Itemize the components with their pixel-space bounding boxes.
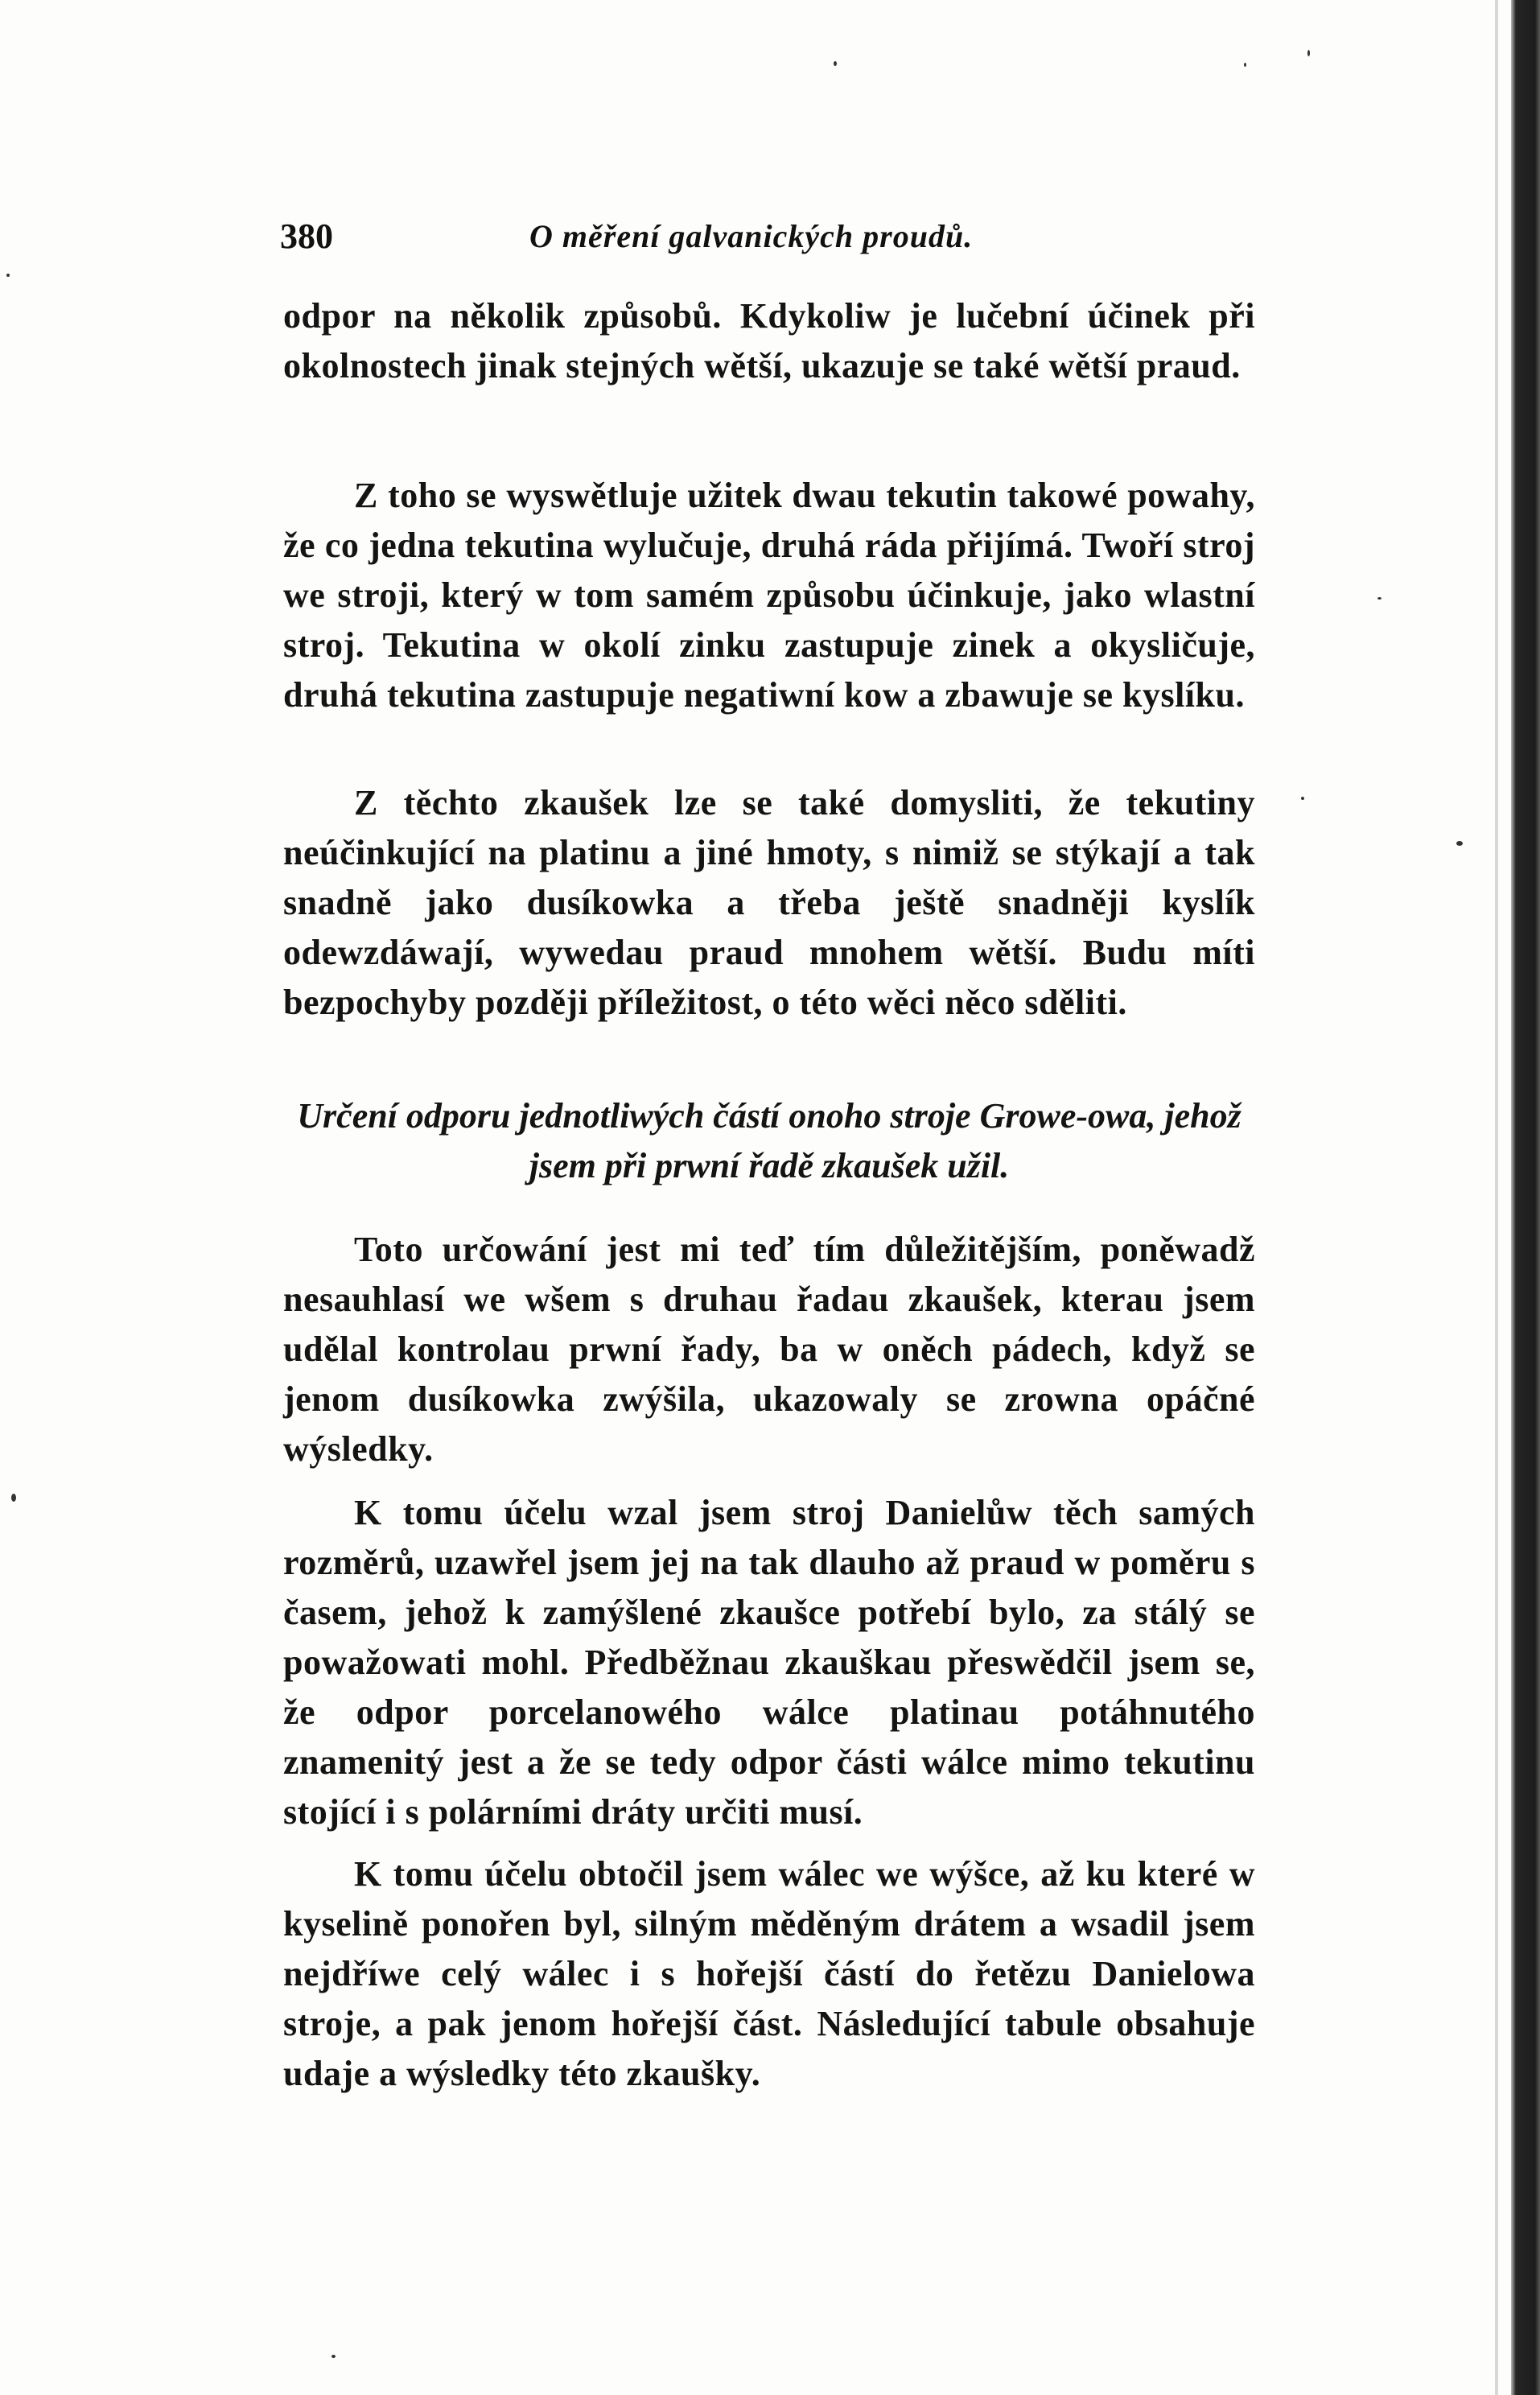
scan-speck bbox=[6, 274, 10, 277]
scan-speck bbox=[1307, 50, 1310, 56]
running-head: O měření galvanických proudů. bbox=[529, 218, 974, 254]
scan-speck bbox=[1244, 63, 1246, 67]
page-header bbox=[280, 216, 1254, 264]
paragraph-1 bbox=[283, 291, 1255, 391]
scan-speck bbox=[834, 61, 837, 66]
paragraph-text: Z těchto zkaušek lze se také domysliti, že tekutiny neúčinkující na platinu a jiné hmoty, s nimiž se stýkají a tak snadně jako dusíkowka a třeba ještě snadněji kyslík odewzdáwají, wywedau praud mnohem wětší. Budu míti bezpochyby později příležitost, o této wěci něco sděliti. bbox=[283, 783, 1255, 1022]
scan-speck bbox=[11, 1494, 16, 1502]
section-heading: Určení odporu jednotliwých částí onoho stroje Growe-owa, jehož jsem při prwní řadě zkaušek užil. bbox=[297, 1096, 1241, 1185]
scan-speck bbox=[1456, 841, 1463, 846]
paragraph-text: K tomu účelu obtočil jsem wálec we wýšce, až ku které w kyselině ponořen byl, silným měděným drátem a wsadil jsem nejdříwe celý wálec i s hořejší částí do řetězu Danielowa stroje, a pak jenom hořejší část. Následující tabule obsahuje udaje a wýsledky této zkaušky. bbox=[283, 1854, 1255, 2093]
paragraph-3 bbox=[283, 778, 1255, 1028]
page-edge-line bbox=[1495, 0, 1498, 2395]
page-number: 380 bbox=[280, 216, 333, 256]
paragraph-4 bbox=[283, 1225, 1255, 1474]
paragraph-text: odpor na několik způsobů. Kdykoliw je lučební účinek při okolnostech jinak stejných wětší, ukazuje se také wětší praud. bbox=[283, 296, 1255, 385]
scan-border-shadow bbox=[1511, 0, 1540, 2395]
scan-speck bbox=[331, 2355, 336, 2358]
scan-speck bbox=[1377, 597, 1381, 600]
paragraph-text: K tomu účelu wzal jsem stroj Danielůw těch samých rozměrů, uzawřel jsem jej na tak dlauho až praud w poměru s časem, jehož k zamýšlené zkaušce potřebí bylo, za stálý se powažowati mohl. Předběžnau zkauškau přeswědčil jsem se, že odpor porcelanowého wálce platinau potáhnutého znamenitý jest a že se tedy odpor části wálce mimo tekutinu stojící i s polárními dráty určiti musí. bbox=[283, 1493, 1255, 1832]
paragraph-2 bbox=[283, 471, 1255, 720]
paragraph-6 bbox=[283, 1849, 1255, 2099]
paragraph-text: Toto určowání jest mi teď tím důležitějším, poněwadž nesauhlasí we wšem s druhau řadau zkaušek, kterau jsem udělal kontrolau prwní řady, ba w oněch pádech, když se jenom dusíkowka zwýšila, ukazowaly se zrowna opáčné wýsledky. bbox=[283, 1230, 1255, 1469]
scan-speck bbox=[1301, 797, 1304, 800]
paragraph-text: Z toho se wyswětluje užitek dwau tekutin takowé powahy, že co jedna tekutina wylučuje, druhá ráda přijímá. Twoří stroj we stroji, který w tom samém způsobu účinkuje, jako wlastní stroj. Tekutina w okolí zinku zastupuje zinek a okysličuje, druhá tekutina zastupuje negatiwní kow a zbawuje se kyslíku. bbox=[283, 476, 1255, 715]
paragraph-5 bbox=[283, 1488, 1255, 1837]
